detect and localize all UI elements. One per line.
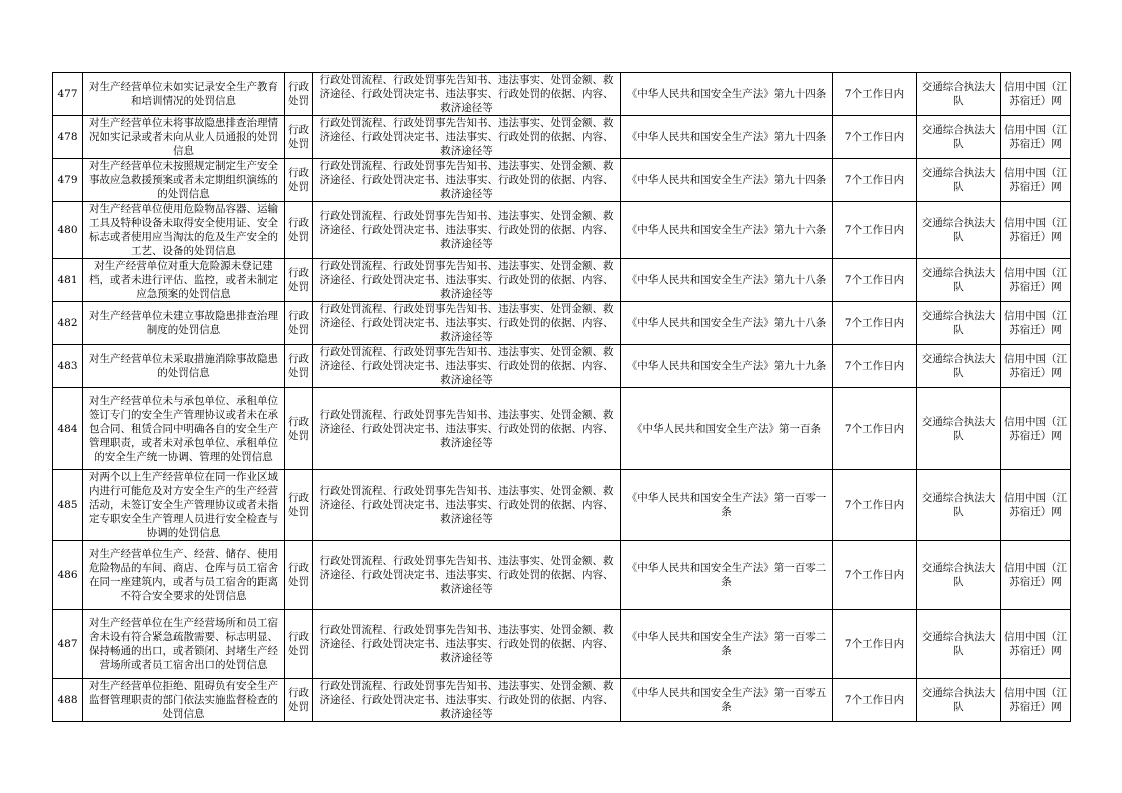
row-number: 488	[53, 679, 83, 722]
table-row	[53, 610, 1071, 679]
legal-basis: 《中华人民共和国安全生产法》第九十九条	[621, 345, 833, 388]
table-row	[53, 159, 1071, 202]
time-limit: 7个工作日内	[833, 388, 917, 470]
table-row	[53, 679, 1071, 722]
disclosure-channel: 信用中国（江苏宿迁）网	[1001, 345, 1071, 388]
table-row	[53, 388, 1071, 470]
disclosure-subject: 交通综合执法大队	[917, 259, 1001, 302]
row-number: 480	[53, 202, 83, 259]
legal-basis: 《中华人民共和国安全生产法》第九十四条	[621, 159, 833, 202]
disclosure-content: 行政处罚流程、行政处罚事先告知书、违法事实、处罚金额、救济途径、行政处罚决定书、违法事实、行政处罚的依据、内容、救济途径等	[313, 541, 621, 610]
item-name: 对两个以上生产经营单位在同一作业区域内进行可能危及对方安全生产的生产经营活动，未签订安全生产管理协议或者未指定专职安全生产管理人员进行安全检查与协调的处罚信息	[83, 470, 285, 541]
table-row	[53, 116, 1071, 159]
item-category: 行政处罚	[285, 73, 313, 116]
item-category: 行政处罚	[285, 159, 313, 202]
disclosure-channel: 信用中国（江苏宿迁）网	[1001, 116, 1071, 159]
disclosure-subject: 交通综合执法大队	[917, 541, 1001, 610]
item-category: 行政处罚	[285, 610, 313, 679]
time-limit: 7个工作日内	[833, 302, 917, 345]
disclosure-subject: 交通综合执法大队	[917, 388, 1001, 470]
disclosure-subject: 交通综合执法大队	[917, 159, 1001, 202]
legal-basis: 《中华人民共和国安全生产法》第一百条	[621, 388, 833, 470]
disclosure-content: 行政处罚流程、行政处罚事先告知书、违法事实、处罚金额、救济途径、行政处罚决定书、违法事实、行政处罚的依据、内容、救济途径等	[313, 388, 621, 470]
disclosure-channel: 信用中国（江苏宿迁）网	[1001, 679, 1071, 722]
time-limit: 7个工作日内	[833, 679, 917, 722]
legal-basis: 《中华人民共和国安全生产法》第九十六条	[621, 202, 833, 259]
disclosure-channel: 信用中国（江苏宿迁）网	[1001, 73, 1071, 116]
row-number: 487	[53, 610, 83, 679]
disclosure-subject: 交通综合执法大队	[917, 470, 1001, 541]
item-name: 对生产经营单位对重大危险源未登记建档，或者未进行评估、监控，或者未制定应急预案的处罚信息	[83, 259, 285, 302]
item-name: 对生产经营单位未与承包单位、承租单位签订专门的安全生产管理协议或者未在承包合同、租赁合同中明确各自的安全生产管理职责，或者未对承包单位、承租单位的安全生产统一协调、管理的处罚信息	[83, 388, 285, 470]
disclosure-channel: 信用中国（江苏宿迁）网	[1001, 610, 1071, 679]
row-number: 486	[53, 541, 83, 610]
time-limit: 7个工作日内	[833, 202, 917, 259]
table-row	[53, 470, 1071, 541]
item-name: 对生产经营单位拒绝、阻碍负有安全生产监督管理职责的部门依法实施监督检查的处罚信息	[83, 679, 285, 722]
item-category: 行政处罚	[285, 470, 313, 541]
disclosure-channel: 信用中国（江苏宿迁）网	[1001, 388, 1071, 470]
row-number: 478	[53, 116, 83, 159]
row-number: 482	[53, 302, 83, 345]
legal-basis: 《中华人民共和国安全生产法》第九十八条	[621, 302, 833, 345]
disclosure-subject: 交通综合执法大队	[917, 202, 1001, 259]
disclosure-subject: 交通综合执法大队	[917, 116, 1001, 159]
table-row	[53, 345, 1071, 388]
disclosure-content: 行政处罚流程、行政处罚事先告知书、违法事实、处罚金额、救济途径、行政处罚决定书、违法事实、行政处罚的依据、内容、救济途径等	[313, 202, 621, 259]
table-row	[53, 73, 1071, 116]
item-name: 对生产经营单位未建立事故隐患排查治理制度的处罚信息	[83, 302, 285, 345]
time-limit: 7个工作日内	[833, 116, 917, 159]
item-category: 行政处罚	[285, 116, 313, 159]
item-category: 行政处罚	[285, 345, 313, 388]
table-row	[53, 202, 1071, 259]
disclosure-channel: 信用中国（江苏宿迁）网	[1001, 159, 1071, 202]
table-row	[53, 541, 1071, 610]
disclosure-channel: 信用中国（江苏宿迁）网	[1001, 202, 1071, 259]
disclosure-content: 行政处罚流程、行政处罚事先告知书、违法事实、处罚金额、救济途径、行政处罚决定书、违法事实、行政处罚的依据、内容、救济途径等	[313, 259, 621, 302]
disclosure-subject: 交通综合执法大队	[917, 302, 1001, 345]
item-name: 对生产经营单位使用危险物品容器、运输工具及特种设备未取得安全使用证、安全标志或者使用应当淘汰的危及生产安全的工艺、设备的处罚信息	[83, 202, 285, 259]
item-category: 行政处罚	[285, 388, 313, 470]
item-name: 对生产经营单位在生产经营场所和员工宿舍未设有符合紧急疏散需要、标志明显、保持畅通的出口，或者锁闭、封堵生产经营场所或者员工宿舍出口的处罚信息	[83, 610, 285, 679]
item-name: 对生产经营单位生产、经营、储存、使用危险物品的车间、商店、仓库与员工宿舍在同一座建筑内，或者与员工宿舍的距离不符合安全要求的处罚信息	[83, 541, 285, 610]
disclosure-channel: 信用中国（江苏宿迁）网	[1001, 470, 1071, 541]
time-limit: 7个工作日内	[833, 610, 917, 679]
disclosure-content: 行政处罚流程、行政处罚事先告知书、违法事实、处罚金额、救济途径、行政处罚决定书、违法事实、行政处罚的依据、内容、救济途径等	[313, 159, 621, 202]
disclosure-content: 行政处罚流程、行政处罚事先告知书、违法事实、处罚金额、救济途径、行政处罚决定书、违法事实、行政处罚的依据、内容、救济途径等	[313, 610, 621, 679]
table-row	[53, 259, 1071, 302]
legal-basis: 《中华人民共和国安全生产法》第一百零一条	[621, 470, 833, 541]
disclosure-channel: 信用中国（江苏宿迁）网	[1001, 302, 1071, 345]
legal-basis: 《中华人民共和国安全生产法》第一百零二条	[621, 610, 833, 679]
item-category: 行政处罚	[285, 302, 313, 345]
item-name: 对生产经营单位未如实记录安全生产教育和培训情况的处罚信息	[83, 73, 285, 116]
item-category: 行政处罚	[285, 259, 313, 302]
disclosure-subject: 交通综合执法大队	[917, 679, 1001, 722]
item-category: 行政处罚	[285, 679, 313, 722]
disclosure-channel: 信用中国（江苏宿迁）网	[1001, 259, 1071, 302]
row-number: 477	[53, 73, 83, 116]
legal-basis: 《中华人民共和国安全生产法》第一百零二条	[621, 541, 833, 610]
time-limit: 7个工作日内	[833, 345, 917, 388]
item-name: 对生产经营单位未采取措施消除事故隐患的处罚信息	[83, 345, 285, 388]
legal-basis: 《中华人民共和国安全生产法》第九十四条	[621, 73, 833, 116]
time-limit: 7个工作日内	[833, 259, 917, 302]
disclosure-subject: 交通综合执法大队	[917, 610, 1001, 679]
disclosure-content: 行政处罚流程、行政处罚事先告知书、违法事实、处罚金额、救济途径、行政处罚决定书、违法事实、行政处罚的依据、内容、救济途径等	[313, 302, 621, 345]
records-table	[52, 72, 1071, 722]
disclosure-content: 行政处罚流程、行政处罚事先告知书、违法事实、处罚金额、救济途径、行政处罚决定书、违法事实、行政处罚的依据、内容、救济途径等	[313, 73, 621, 116]
legal-basis: 《中华人民共和国安全生产法》第九十八条	[621, 259, 833, 302]
time-limit: 7个工作日内	[833, 470, 917, 541]
item-category: 行政处罚	[285, 202, 313, 259]
time-limit: 7个工作日内	[833, 159, 917, 202]
legal-basis: 《中华人民共和国安全生产法》第九十四条	[621, 116, 833, 159]
row-number: 479	[53, 159, 83, 202]
disclosure-channel: 信用中国（江苏宿迁）网	[1001, 541, 1071, 610]
time-limit: 7个工作日内	[833, 73, 917, 116]
disclosure-subject: 交通综合执法大队	[917, 73, 1001, 116]
disclosure-content: 行政处罚流程、行政处罚事先告知书、违法事实、处罚金额、救济途径、行政处罚决定书、违法事实、行政处罚的依据、内容、救济途径等	[313, 679, 621, 722]
disclosure-content: 行政处罚流程、行政处罚事先告知书、违法事实、处罚金额、救济途径、行政处罚决定书、违法事实、行政处罚的依据、内容、救济途径等	[313, 470, 621, 541]
row-number: 484	[53, 388, 83, 470]
time-limit: 7个工作日内	[833, 541, 917, 610]
row-number: 481	[53, 259, 83, 302]
legal-basis: 《中华人民共和国安全生产法》第一百零五条	[621, 679, 833, 722]
row-number: 483	[53, 345, 83, 388]
disclosure-subject: 交通综合执法大队	[917, 345, 1001, 388]
row-number: 485	[53, 470, 83, 541]
item-category: 行政处罚	[285, 541, 313, 610]
disclosure-content: 行政处罚流程、行政处罚事先告知书、违法事实、处罚金额、救济途径、行政处罚决定书、违法事实、行政处罚的依据、内容、救济途径等	[313, 116, 621, 159]
item-name: 对生产经营单位未按照规定制定生产安全事故应急救援预案或者未定期组织演练的的处罚信息	[83, 159, 285, 202]
item-name: 对生产经营单位未将事故隐患排查治理情况如实记录或者未向从业人员通报的处罚信息	[83, 116, 285, 159]
disclosure-content: 行政处罚流程、行政处罚事先告知书、违法事实、处罚金额、救济途径、行政处罚决定书、违法事实、行政处罚的依据、内容、救济途径等	[313, 345, 621, 388]
table-row	[53, 302, 1071, 345]
